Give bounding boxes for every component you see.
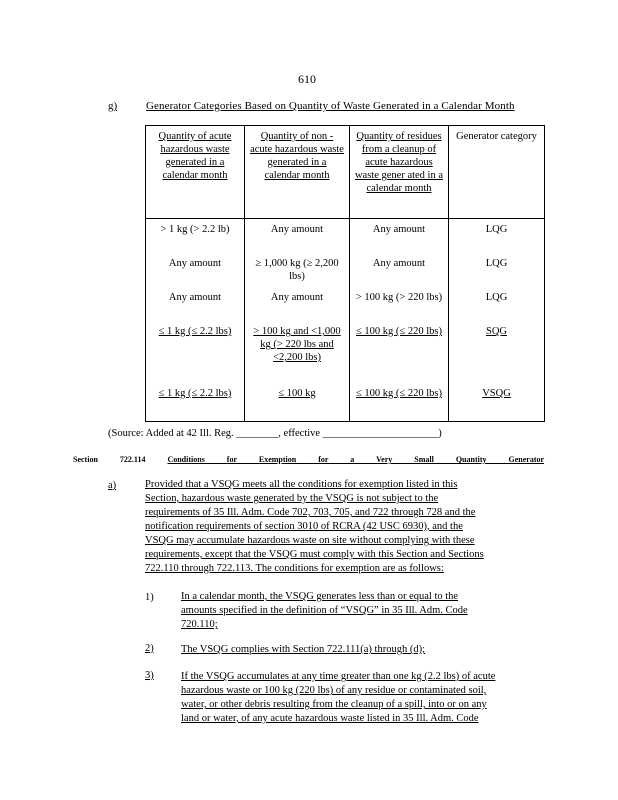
table-cell: ≤ 1 kg (≤ 2.2 lbs) [158,326,232,337]
item-line: land or water, of any acute hazardous waste listed in 35 Ill. Adm. Code [181,713,479,724]
item-line: water, or other debris resulting from the cleanup of a spill, into or on any [181,699,487,710]
item-3 [181,670,531,726]
table-header-row [146,126,545,219]
table-cell: Any amount [372,258,426,269]
page-number: 610 [298,72,316,86]
source-note: (Source: Added at 42 Ill. Reg. ________, effective ______________________) [108,428,442,439]
paragraph-line: 722.110 through 722.113. The conditions for exemption are as follows: [145,563,444,574]
table-cell: ≤ 100 kg (≤ 220 lbs) [356,388,442,399]
section-number: 722.114 [119,455,146,464]
paragraph-a [145,478,530,576]
table-cell: > 100 kg (> 220 lbs) [355,292,443,303]
item-2 [181,643,531,657]
item-line: hazardous waste or 100 kg (220 lbs) of any residue or contaminated soil, [181,685,487,696]
table-header-cell: Generator category [449,126,545,219]
table-cell: SQG [485,326,507,337]
table-header-cell: Quantity of non - acute hazardous waste generated in a calendar month [245,126,350,219]
table-cell: ≤ 1 kg (≤ 2.2 lbs) [158,388,232,399]
generator-category-table [145,125,545,422]
paragraph-line: Section, hazardous waste generated by the VSQG is not subject to the [145,493,439,504]
section-label: Section [73,455,98,464]
table-header-cell: Quantity of residues from a cleanup of acute hazardous waste gener ated in a calendar month [350,126,449,219]
item-line: If the VSQG accumulates at any time greater than one kg (2.2 lbs) of acute [181,671,496,682]
section-heading [73,455,544,464]
paragraph-line: Provided that a VSQG meets all the conditions for exemption listed in this [145,479,458,490]
table-column-acute [146,219,245,422]
paragraph-line: notification requirements of section 3010 of RCRA (42 USC 6930), and the [145,521,463,532]
subsection-title: Generator Categories Based on Quantity of Waste Generated in a Calendar Month [146,100,515,112]
table-cell: ≤ 100 kg (≤ 220 lbs) [356,326,442,337]
table-cell: Any amount [270,292,324,303]
table-cell: Any amount [168,258,222,269]
item-2-number: 2) [145,643,154,654]
table-column-residues [350,219,449,422]
table-cell: LQG [485,224,508,235]
paragraph-line: requirements of 35 Ill. Adm. Code 702, 703, 705, and 722 through 728 and the [145,507,476,518]
table-header-cell: Quantity of acute hazardous waste generated in a calendar month [146,126,245,219]
table-cell: > 100 kg and <1,000 kg (> 220 lbs and <2,200 lbs) [253,326,341,363]
table-cell: Any amount [372,224,426,235]
item-line: amounts specified in the definition of “VSQG” in 35 Ill. Adm. Code [181,605,468,616]
item-line: In a calendar month, the VSQG generates less than or equal to the [181,591,459,602]
item-1-number: 1) [145,592,154,603]
table-column-non-acute [245,219,350,422]
table-cell: > 1 kg (> 2.2 lb) [160,224,230,235]
paragraph-a-label: a) [108,480,117,491]
subsection-label: g) [108,100,118,112]
table-cell: Any amount [168,292,222,303]
table-cell: VSQG [482,388,511,399]
paragraph-line: VSQG may accumulate hazardous waste on site without complying with these [145,535,475,546]
item-line: The VSQG complies with Section 722.111(a) through (d); [181,644,425,655]
item-3-number: 3) [145,670,154,681]
table-body-row [146,219,545,422]
section-title: Conditions for Exemption for a Very Small Quantity Generator [167,455,545,464]
paragraph-line: requirements, except that the VSQG must comply with this Section and Sections [145,549,484,560]
table-cell: LQG [485,292,508,303]
table-cell: ≥ 1,000 kg (≥ 2,200 lbs) [255,258,339,282]
table-cell: ≤ 100 kg [278,388,316,399]
table-cell: Any amount [270,224,324,235]
table-column-category [449,219,545,422]
table-cell: LQG [485,258,508,269]
item-1 [181,590,531,632]
item-line: 720.110; [181,619,218,630]
